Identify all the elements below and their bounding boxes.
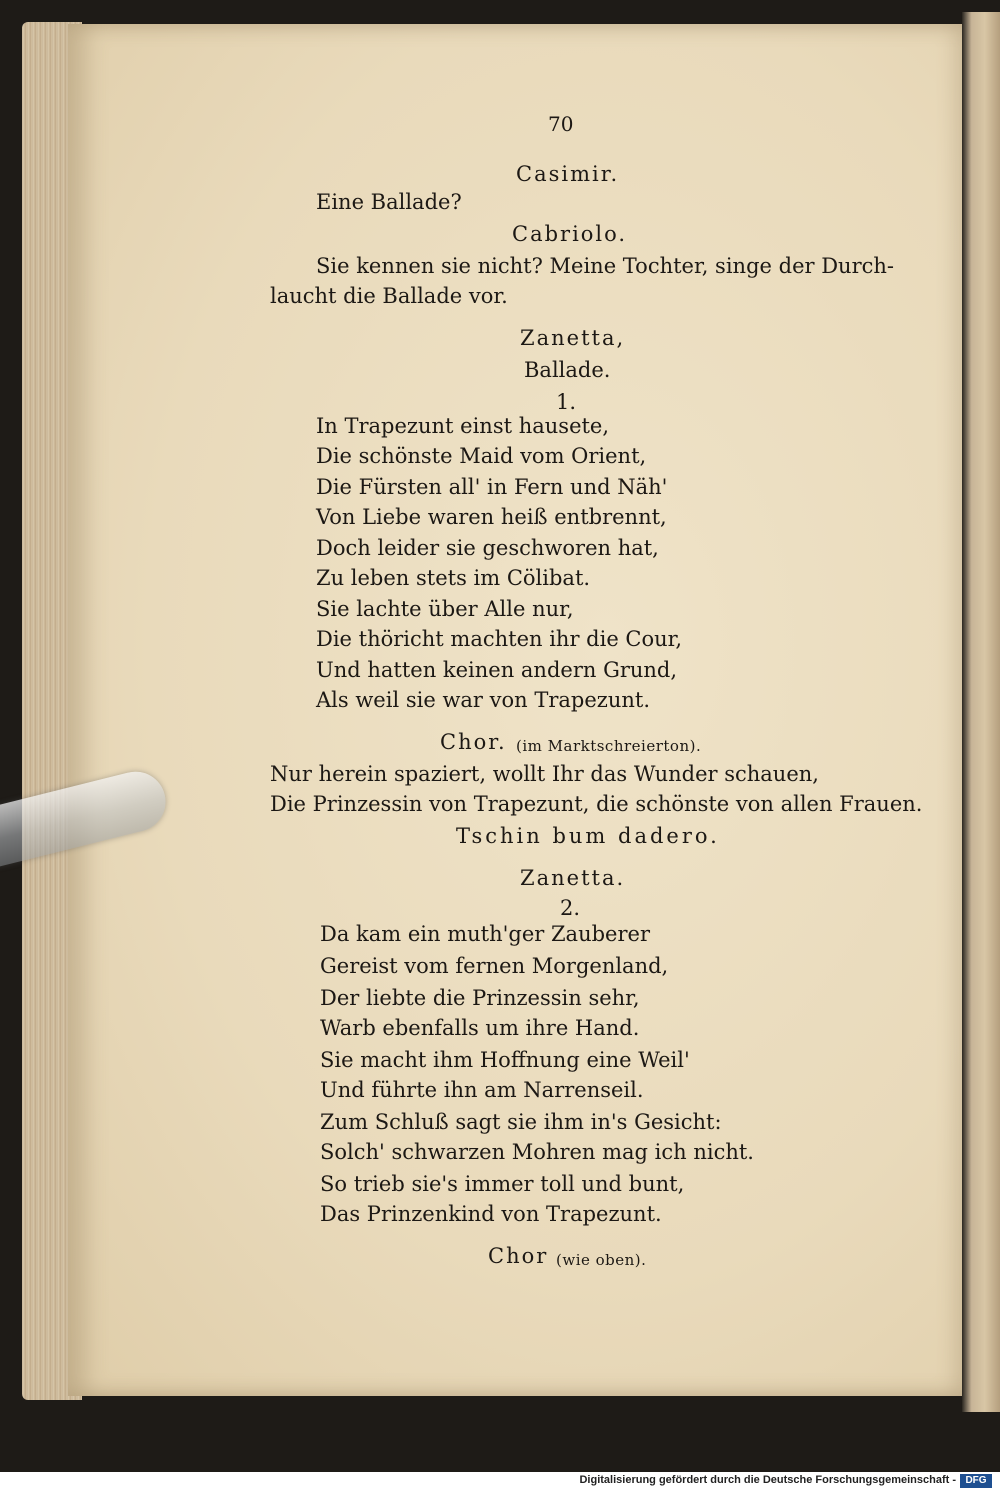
speaker-zanetta: Zanetta, [520, 326, 626, 350]
verse-line: Gereist vom fernen Morgenland, [320, 954, 669, 978]
verse-line: Von Liebe waren heiß entbrennt, [316, 505, 667, 529]
speaker-casimir: Casimir. [516, 162, 620, 186]
verse-line: Da kam ein muth'ger Zauberer [320, 922, 650, 946]
page-number: 70 [548, 112, 574, 136]
verse-line: Zu leben stets im Cölibat. [316, 566, 591, 590]
verse-line: Die Fürsten all' in Fern und Näh' [316, 475, 668, 499]
speaker-chor: Chor. [440, 730, 507, 754]
verse-line: Als weil sie war von Trapezunt. [316, 688, 651, 712]
chorus-line: Nur herein spaziert, wollt Ihr das Wunder schauen, [270, 762, 819, 786]
verse-line: Die thöricht machten ihr die Cour, [316, 627, 683, 651]
verse-number: 1. [556, 390, 577, 414]
song-title: Ballade. [524, 358, 611, 382]
speaker-zanetta: Zanetta. [520, 866, 626, 890]
dialogue-line: laucht die Ballade vor. [270, 284, 508, 308]
chorus-line: Tschin bum dadero. [456, 824, 720, 848]
verse-line: Die schönste Maid vom Orient, [316, 444, 647, 468]
verse-line: Der liebte die Prinzessin sehr, [320, 986, 640, 1010]
funding-credit: Digitalisierung gefördert durch die Deutsche Forschungsgemeinschaft - [579, 1474, 956, 1486]
verse-line: So trieb sie's immer toll und bunt, [320, 1172, 685, 1196]
book-binding-edge [962, 12, 1000, 1412]
stage-direction: (im Marktschreierton). [516, 737, 702, 755]
verse-line: In Trapezunt einst hausete, [316, 414, 610, 438]
verse-line: Und hatten keinen andern Grund, [316, 658, 678, 682]
verse-line: Sie lachte über Alle nur, [316, 597, 574, 621]
dialogue-line: Sie kennen sie nicht? Meine Tochter, singe der Durch- [316, 254, 894, 278]
verse-line: Und führte ihn am Narrenseil. [320, 1078, 644, 1102]
verse-line: Warb ebenfalls um ihre Hand. [320, 1016, 640, 1040]
verse-line: Doch leider sie geschworen hat, [316, 536, 659, 560]
dialogue-line: Eine Ballade? [316, 190, 462, 214]
chorus-line: Die Prinzessin von Trapezunt, die schönste von allen Frauen. [270, 792, 923, 816]
speaker-cabriolo: Cabriolo. [512, 222, 628, 246]
dfg-logo: DFG [960, 1474, 992, 1488]
verse-line: Zum Schluß sagt sie ihm in's Gesicht: [320, 1110, 722, 1134]
stage-direction: (wie oben). [556, 1251, 647, 1269]
verse-line: Sie macht ihm Hoffnung eine Weil' [320, 1048, 690, 1072]
verse-number: 2. [560, 896, 581, 920]
verse-line: Das Prinzenkind von Trapezunt. [320, 1202, 662, 1226]
verse-line: Solch' schwarzen Mohren mag ich nicht. [320, 1140, 754, 1164]
speaker-chor: Chor [488, 1244, 549, 1268]
